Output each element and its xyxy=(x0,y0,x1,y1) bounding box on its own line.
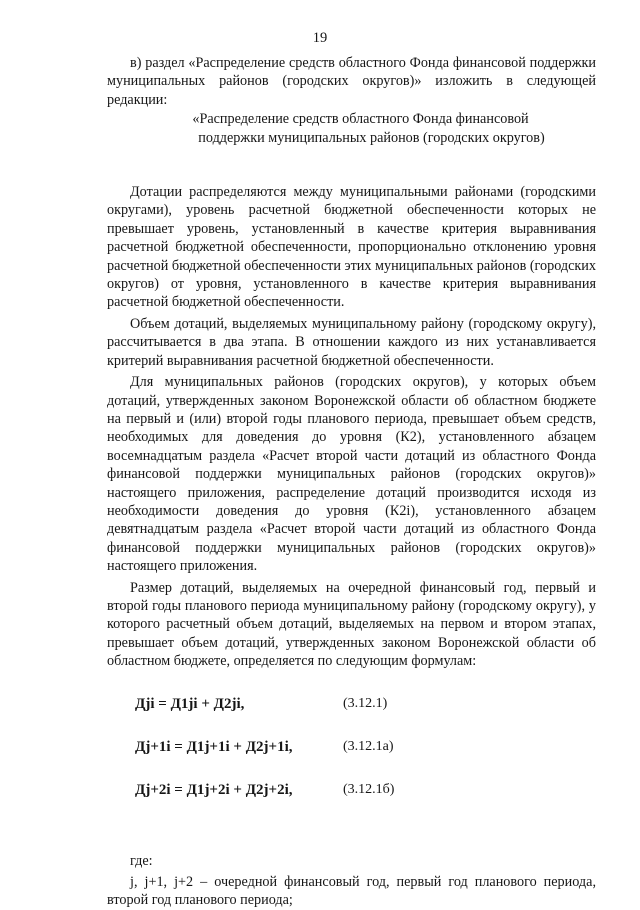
formula-block xyxy=(107,695,596,824)
formula-3-12-1b: Дj+2i = Д1j+2i + Д2j+2i, xyxy=(135,781,293,798)
page-number: 19 xyxy=(312,30,328,46)
where-label: где: xyxy=(130,852,153,869)
section-heading-line-2: поддержки муниципальных районов (городских округов) xyxy=(198,129,545,146)
paragraph-distribution: Дотации распределяются между муниципальными районами (городскими округами), уровень расчетной бюджетной обеспеченности которых не превышает уровень, установленный в качестве критерия выравнивания расчетной бюджетной обеспеченности, пропорционально отклонению уровня расчетной бюджетной обеспеченности этих муниципальных районов (городских округов) от уровня, установленного в качестве критерия выравнивания расчетной бюджетной обеспеченности. xyxy=(107,184,596,311)
definition-j: j, j+1, j+2 – очередной финансовый год, первый год планового периода, второй год планового периода; xyxy=(107,874,596,909)
formula-3-12-1a: Дj+1i = Д1j+1i + Д2j+1i, xyxy=(135,738,293,755)
formula-number: (3.12.1б) xyxy=(343,781,395,797)
formula-row xyxy=(107,738,596,781)
formula-number: (3.12.1) xyxy=(343,695,388,711)
intro-paragraph: в) раздел «Распределение средств областного Фонда финансовой поддержки муниципальных районов (городских округов)» изложить в следующей редакции: xyxy=(107,55,596,108)
document-body xyxy=(107,54,596,910)
formula-number: (3.12.1а) xyxy=(343,738,394,754)
formula-row xyxy=(107,781,596,824)
paragraph-k2-level: Для муниципальных районов (городских округов), у которых объем дотаций, утвержденных законом Воронежской области об областном бюджете на первый и (или) второй годы планового периода, превышает объем средств, необходимых для доведения до уровня (К2), установленного абзацем восемнадцатым раздела «Расчет второй части дотаций из областного Фонда финансовой поддержки муниципальных районов (городских округов)» настоящего приложения, распределение дотаций производится исходя из необходимости доведения до уровня (К2i), установленного абзацем девятнадцатым раздела «Расчет второй части дотаций из областного Фонда финансовой поддержки муниципальных районов (городских округов)» настоящего приложения. xyxy=(107,374,596,575)
formula-3-12-1: Дji = Д1ji + Д2ji, xyxy=(135,695,245,712)
section-heading-line-1: «Распределение средств областного Фонда финансовой xyxy=(192,111,529,128)
paragraph-formula-intro: Размер дотаций, выделяемых на очередной финансовый год, первый и второй годы планового периода муниципальному району (городскому округу), у которого расчетный объем дотаций, выделяемых на первом и втором этапах, превышает объем дотаций, утвержденных законом Воронежской области об областном бюджете, определяется по следующим формулам: xyxy=(107,579,596,670)
formula-row xyxy=(107,695,596,738)
paragraph-two-stages: Объем дотаций, выделяемых муниципальному району (городскому округу), рассчитывается в два этапа. В отношении каждого из них устанавливается критерий выравнивания расчетной бюджетной обеспеченности. xyxy=(107,315,596,369)
